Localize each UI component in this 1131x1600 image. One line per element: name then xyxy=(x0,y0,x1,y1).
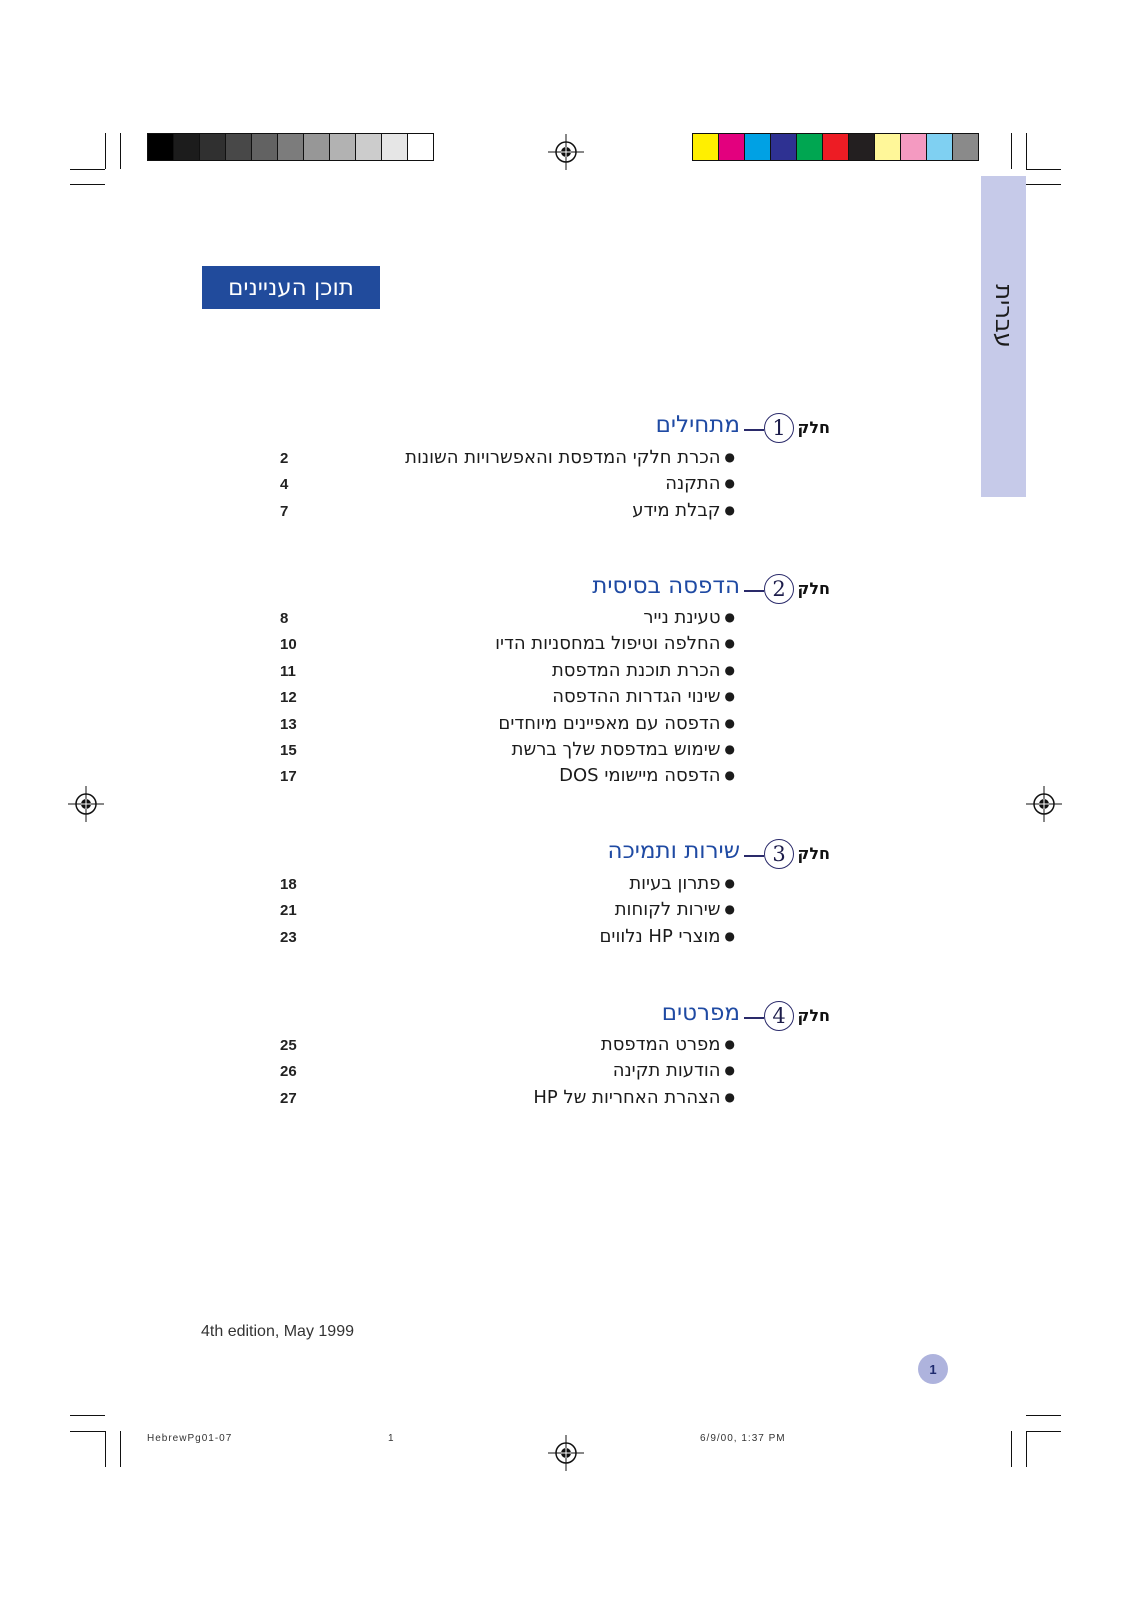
page-number-badge: 1 xyxy=(918,1354,948,1384)
registration-mark-icon xyxy=(1026,786,1062,822)
part-number-icon: 2 xyxy=(764,574,794,604)
toc-page-number: 13 xyxy=(280,715,297,733)
toc-entry-text xyxy=(405,447,735,468)
toc-entry xyxy=(280,1059,735,1085)
toc-entry xyxy=(280,659,735,685)
crop-mark xyxy=(105,133,106,169)
crop-mark xyxy=(1026,133,1027,169)
color-swatch xyxy=(875,134,901,160)
toc-entry-label: החלפה וטיפול במחסניות הדיו xyxy=(495,633,721,655)
crop-mark xyxy=(105,1431,106,1467)
toc-page-number: 26 xyxy=(280,1063,297,1081)
language-tab xyxy=(981,176,1026,497)
toc-page-number: 10 xyxy=(280,636,297,654)
toc-entry xyxy=(280,499,735,525)
color-swatch xyxy=(174,134,200,160)
section-title: הדפסה בסיסית xyxy=(592,573,740,599)
crop-mark xyxy=(1026,1431,1061,1432)
toc-entry xyxy=(280,632,735,658)
toc-page-number: 4 xyxy=(280,476,289,494)
part-number-icon: 3 xyxy=(764,839,794,869)
toc-entry-label: מפרט המדפסת xyxy=(600,1034,721,1055)
toc-entry-text xyxy=(495,633,735,654)
bullet-icon: ● xyxy=(724,1063,735,1078)
bullet-icon: ● xyxy=(724,768,735,783)
color-swatch xyxy=(356,134,382,160)
bullet-icon: ● xyxy=(724,636,735,651)
color-swatch xyxy=(148,134,174,160)
color-swatch xyxy=(901,134,927,160)
toc-page-number: 7 xyxy=(280,502,289,520)
color-swatch xyxy=(200,134,226,160)
part-number-icon: 4 xyxy=(764,1001,794,1031)
section-heading xyxy=(300,573,830,609)
toc-entry-label: הצהרת האחריות של HP xyxy=(533,1086,721,1108)
toc-entry xyxy=(280,872,735,898)
toc-page-number: 21 xyxy=(280,902,297,920)
toc-entry xyxy=(280,446,735,472)
bullet-icon: ● xyxy=(724,928,735,943)
section-title: מתחילים xyxy=(655,412,740,438)
bullet-icon: ● xyxy=(724,742,735,756)
color-swatch xyxy=(330,134,356,160)
color-swatch xyxy=(304,134,330,160)
toc-entry-text xyxy=(629,873,735,894)
toc-entry-label: מוצרי HP נלווים xyxy=(599,925,721,947)
bullet-icon: ● xyxy=(724,1037,735,1051)
crop-mark xyxy=(120,1431,121,1467)
bullet-icon: ● xyxy=(724,610,735,624)
toc-page-number: 23 xyxy=(280,928,297,946)
toc-entry xyxy=(280,1086,735,1112)
toc-entry-text xyxy=(632,500,735,521)
toc-entry-label: הדפסה עם מאפיינים מיוחדים xyxy=(498,712,721,734)
toc-entry-text xyxy=(665,473,735,494)
crop-mark xyxy=(70,184,105,185)
color-swatch xyxy=(927,134,953,160)
part-number-icon: 1 xyxy=(764,413,794,443)
toc-page-number: 8 xyxy=(280,610,289,627)
crop-mark xyxy=(1011,1431,1012,1467)
crop-mark xyxy=(1026,1431,1027,1467)
toc-entry-text xyxy=(559,765,735,786)
toc-entry-label: פתרון בעיות xyxy=(629,873,721,894)
slug-file-name: HebrewPg01-07 xyxy=(147,1433,233,1444)
bullet-icon: ● xyxy=(724,902,735,917)
page-title: תוכן העניינים xyxy=(202,266,380,309)
toc-entry-text xyxy=(552,686,735,707)
crop-mark xyxy=(1026,169,1061,170)
bullet-icon: ● xyxy=(724,876,735,890)
toc-entry-label: שימוש במדפסת שלך ברשת xyxy=(511,739,721,760)
toc-entry-text xyxy=(512,739,735,760)
part-label: חלק xyxy=(797,579,830,598)
crop-mark xyxy=(1011,133,1012,169)
toc-entry xyxy=(280,738,735,764)
toc-entry-text xyxy=(615,899,735,920)
toc-page-number: 15 xyxy=(280,742,297,759)
part-connector xyxy=(744,1017,764,1019)
toc-page-number: 2 xyxy=(280,450,289,467)
toc-entry xyxy=(280,472,735,498)
language-tab-label: עברית xyxy=(989,284,1018,348)
color-bar xyxy=(692,133,979,161)
color-swatch xyxy=(953,134,978,160)
bullet-icon: ● xyxy=(724,450,735,464)
crop-mark xyxy=(1026,184,1061,185)
section-heading xyxy=(300,1000,830,1036)
crop-mark xyxy=(120,133,121,169)
color-swatch xyxy=(745,134,771,160)
part-connector xyxy=(744,855,764,857)
toc-entry xyxy=(280,1033,735,1059)
crop-mark xyxy=(70,1415,105,1416)
color-swatch xyxy=(252,134,278,160)
section-heading xyxy=(300,838,830,874)
toc-entry-label: שינוי הגדרות ההדפסה xyxy=(552,686,721,708)
part-label: חלק xyxy=(797,844,830,863)
crop-mark xyxy=(70,1431,105,1432)
part-label: חלק xyxy=(797,1006,830,1025)
bullet-icon: ● xyxy=(724,476,735,491)
crop-mark xyxy=(70,169,105,170)
toc-entry xyxy=(280,712,735,738)
color-swatch xyxy=(278,134,304,160)
color-swatch xyxy=(408,134,433,160)
toc-page-number: 25 xyxy=(280,1037,297,1054)
toc-entry-label: שירות לקוחות xyxy=(614,899,721,921)
part-connector xyxy=(744,429,764,431)
registration-mark-icon xyxy=(68,786,104,822)
toc-entry-label: הודעות תקינה xyxy=(612,1060,721,1082)
section-title: מפרטים xyxy=(661,1000,740,1026)
toc-page-number: 17 xyxy=(280,768,297,786)
toc-entry-text xyxy=(552,660,735,681)
toc-page-number: 12 xyxy=(280,689,297,707)
toc-page-number: 18 xyxy=(280,876,297,893)
bullet-icon: ● xyxy=(724,1089,735,1104)
toc-page-number: 27 xyxy=(280,1089,297,1107)
toc-entry-label: הכרת חלקי המדפסת והאפשרויות השונות xyxy=(405,447,721,468)
section-heading xyxy=(300,412,830,448)
toc-entry-label: התקנה xyxy=(665,473,721,495)
color-swatch xyxy=(693,134,719,160)
grayscale-bar xyxy=(147,133,434,161)
bullet-icon: ● xyxy=(724,502,735,517)
color-swatch xyxy=(797,134,823,160)
bullet-icon: ● xyxy=(724,662,735,677)
slug-date: 6/9/00, 1:37 PM xyxy=(700,1433,786,1444)
color-swatch xyxy=(823,134,849,160)
registration-mark-icon xyxy=(548,134,584,170)
bullet-icon: ● xyxy=(724,689,735,704)
toc-page-number: 11 xyxy=(280,662,296,680)
color-swatch xyxy=(771,134,797,160)
part-connector xyxy=(744,590,764,592)
color-swatch xyxy=(382,134,408,160)
color-swatch xyxy=(226,134,252,160)
toc-entry xyxy=(280,685,735,711)
toc-entry xyxy=(280,606,735,632)
toc-entry-text xyxy=(613,1060,735,1081)
toc-entry-text xyxy=(599,926,735,947)
crop-mark xyxy=(1026,1415,1061,1416)
color-swatch xyxy=(849,134,875,160)
bullet-icon: ● xyxy=(724,715,735,730)
toc-entry-label: הדפסה מיישומי DOS xyxy=(559,765,721,787)
toc-entry-text xyxy=(601,1034,735,1055)
toc-entry xyxy=(280,925,735,951)
slug-page: 1 xyxy=(388,1433,395,1444)
toc-entry-label: קבלת מידע xyxy=(632,499,721,521)
registration-mark-icon xyxy=(548,1435,584,1471)
toc-entry-text xyxy=(533,1087,735,1108)
toc-entry-label: הכרת תוכנת המדפסת xyxy=(551,659,721,681)
toc-entry xyxy=(280,898,735,924)
edition-note: 4th edition, May 1999 xyxy=(201,1323,354,1340)
section-title: שירות ותמיכה xyxy=(607,838,740,864)
toc-entry-text xyxy=(498,713,735,734)
part-label: חלק xyxy=(797,418,830,437)
color-swatch xyxy=(719,134,745,160)
toc-entry-text xyxy=(643,607,735,628)
toc-entry xyxy=(280,764,735,790)
toc-entry-label: טעינת נייר xyxy=(643,607,721,628)
